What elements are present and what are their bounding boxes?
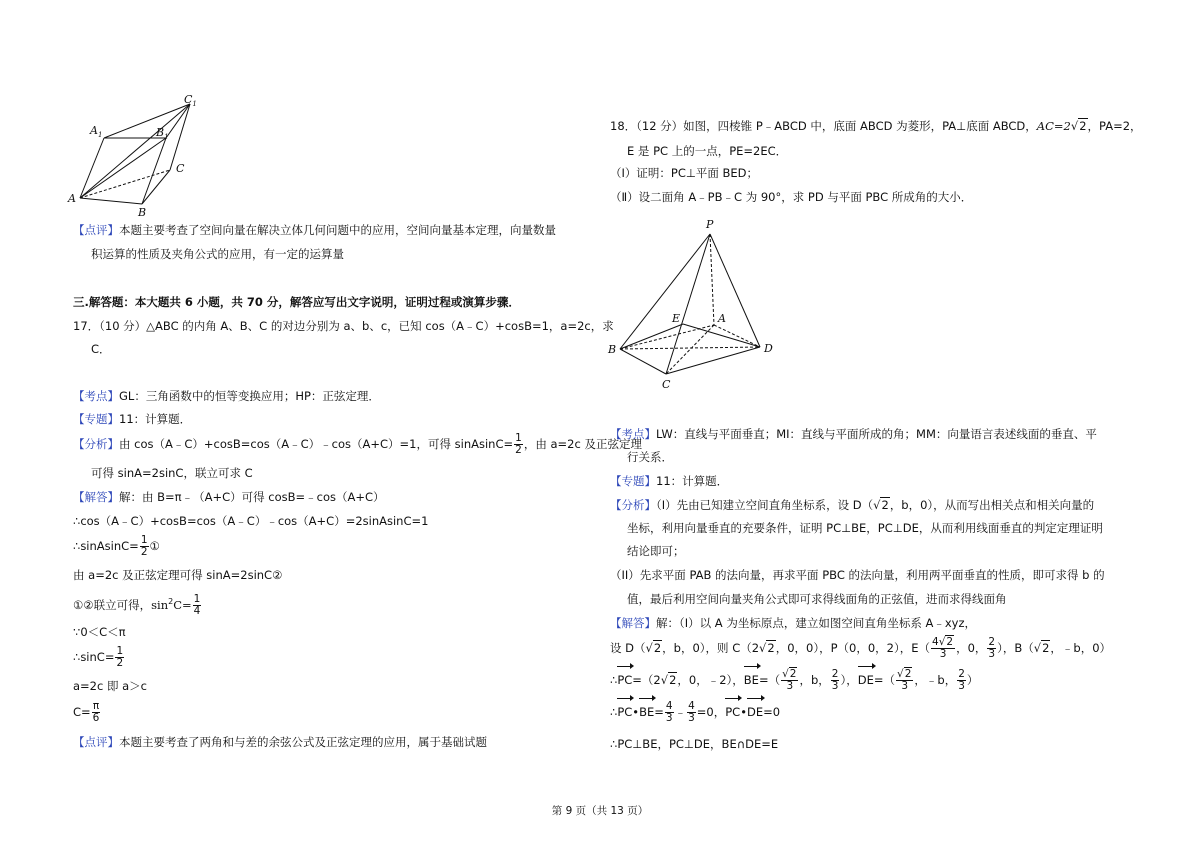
label-a: A bbox=[68, 192, 76, 205]
label-p: P bbox=[706, 218, 714, 231]
section-heading: 三.解答题：本大题共 6 小题，共 70 分，解答应写出文字说明，证明过程或演算步骤． bbox=[73, 295, 520, 309]
fenxi-17-line2: 可得 sinA=2sinC，联立可求 C bbox=[91, 466, 253, 480]
label-b1: $B_1$ bbox=[156, 126, 169, 141]
label-e: E bbox=[672, 312, 681, 325]
edge-e-d bbox=[683, 324, 760, 347]
vectors-line: ∴PC=（2√2，0，﹣2），BE=（ $\frac{√2}{3}$ ，b， $\frac{2}{3}$ ），DE=（ $\frac{√2}{3}$ ，﹣b， $\frac{2}{3}$ ） bbox=[610, 668, 979, 692]
step-8: C= $\frac{\pi}{6}$ bbox=[73, 700, 100, 724]
dot-product-line: ∴PC•BE= $\frac{4}{3}$ ﹣ $\frac{4}{3}$ =0，PC•DE=0 bbox=[610, 700, 781, 724]
fenxi-18-line5: 值，最后利用空间向量夹角公式即可求得线面角的正弦值，进而求得线面角 bbox=[627, 592, 1007, 606]
step-3: 由 a=2c 及正弦定理可得 sinA=2sinC② bbox=[73, 568, 283, 582]
question-17: 17．（10 分）△ABC 的内角 A、B、C 的对边分别为 a、b、c，已知 cos（A﹣C）+cosB=1，a=2c，求 bbox=[73, 319, 614, 333]
kaodian-17: 【考点】GL：三角函数中的恒等变换应用；HP：正弦定理． bbox=[73, 389, 380, 403]
fenxi-18-line4: （II）先求平面 PAB 的法向量，再求平面 PBC 的法向量，利用两平面垂直的性质，即可求得 b 的 bbox=[610, 568, 1105, 582]
edge-a-b bbox=[80, 198, 142, 204]
edge-b-d-dashed bbox=[620, 347, 760, 349]
edge-c-c1 bbox=[170, 104, 190, 170]
edge-a-b1 bbox=[80, 138, 166, 198]
jieda-17: 【解答】解：由 B=π﹣（A+C）可得 cosB=﹣cos（A+C） bbox=[73, 490, 385, 504]
pingjing-1: 【点评】本题主要考查了空间向量在解决立体几何问题中的应用，空间向量基本定理，向量数量 bbox=[73, 223, 556, 237]
pingjing-1-line2: 积运算的性质及夹角公式的应用，有一定的运算量 bbox=[91, 247, 344, 261]
step-4: ①②联立可得，$\sin^2C=$ $\frac{1}{4}$ bbox=[73, 592, 201, 617]
coordinates-line: 设 D（√2，b，0），则 C（2√2，0，0），P（0，0，2），E（ $\frac{4√2}{3}$ ，0， $\frac{2}{3}$ ），B（√2，﹣b，0） bbox=[610, 636, 1112, 660]
fenxi-17: 【分析】由 cos（A﹣C）+cosB=cos（A﹣C）﹣cos（A+C）=1，可得 sinAsinC= $\frac{1}{2}$ ，由 a=2c 及正弦定理 bbox=[73, 432, 642, 456]
edge-c-d bbox=[666, 347, 760, 374]
edge-b-c bbox=[142, 170, 170, 204]
label-b: B bbox=[138, 206, 147, 218]
question-17-line2: C． bbox=[91, 342, 111, 356]
label-a1: $A_1$ bbox=[90, 124, 103, 139]
question-18-part-i: （Ⅰ）证明：PC⊥平面 BED； bbox=[610, 166, 759, 180]
fraction-half: $\frac{1}{2}$ bbox=[515, 432, 522, 456]
step-5: ∵0＜C＜π bbox=[73, 625, 126, 639]
page-footer: 第 9 页（共 13 页） bbox=[551, 805, 649, 817]
zhuanti-18: 【专题】11：计算题． bbox=[610, 474, 729, 488]
fenxi-18: 【分析】（I）先由已知建立空间直角坐标系，设 D（√2，b，0），从而写出相关点和相关向量的 bbox=[610, 498, 1095, 512]
edge-b-c bbox=[620, 349, 666, 374]
fenxi-18-line2: 坐标，利用向量垂直的充要条件，证明 PC⊥BE，PC⊥DE，从而利用线面垂直的判定定理证明 bbox=[627, 521, 1103, 535]
edge-a-c-dashed bbox=[80, 170, 170, 198]
fenxi-18-line3: 结论即可； bbox=[627, 544, 685, 558]
kaodian-18: 【考点】LW：直线与平面垂直；MI：直线与平面所成的角；MM：向量语言表述线面的垂直、平 bbox=[610, 427, 1097, 441]
label-d: D bbox=[764, 342, 773, 355]
zhuanti-17: 【专题】11：计算题． bbox=[73, 412, 192, 426]
question-18-part-ii: （Ⅱ）设二面角 A﹣PB﹣C 为 90°，求 PD 与平面 PBC 所成角的大小． bbox=[610, 190, 973, 204]
edge-a-c1 bbox=[80, 104, 190, 198]
label-b: B bbox=[608, 343, 617, 356]
conclusion-line: ∴PC⊥BE，PC⊥DE，BE∩DE=E bbox=[610, 737, 779, 751]
edge-p-c bbox=[666, 234, 710, 374]
edge-b-a-dashed bbox=[620, 325, 714, 349]
jieda-18: 【解答】解：（I）以 A 为坐标原点，建立如图空间直角坐标系 A﹣xyz， bbox=[610, 616, 976, 630]
step-1: ∴cos（A﹣C）+cosB=cos（A﹣C）﹣cos（A+C）=2sinAsinC=1 bbox=[73, 514, 429, 528]
question-18-line2: E 是 PC 上的一点，PE=2EC． bbox=[627, 144, 788, 158]
step-6: ∴sinC= $\frac{1}{2}$ bbox=[73, 645, 124, 669]
step-2: ∴sinAsinC= $\frac{1}{2}$ ① bbox=[73, 534, 160, 558]
label-c: C bbox=[662, 378, 671, 391]
edge-p-d bbox=[710, 234, 760, 347]
edge-a-a1 bbox=[80, 138, 104, 198]
pingjing-17: 【点评】本题主要考查了两角和与差的余弦公式及正弦定理的应用，属于基础试题 bbox=[73, 735, 487, 749]
edge-p-b bbox=[620, 234, 710, 349]
edge-a1-c1 bbox=[104, 104, 190, 138]
prism-figure bbox=[62, 92, 212, 218]
step-7: a=2c 即 a＞c bbox=[73, 679, 148, 693]
kaodian-18-line2: 行关系． bbox=[627, 450, 673, 464]
label-c1: $C_1$ bbox=[184, 93, 197, 108]
pyramid-figure bbox=[600, 212, 790, 392]
edge-b-b1 bbox=[142, 138, 166, 204]
edge-a-d-dashed bbox=[714, 325, 760, 347]
edge-p-a-dashed bbox=[710, 234, 714, 325]
label-a: A bbox=[718, 312, 726, 325]
question-18: 18．（12 分）如图，四棱锥 P﹣ABCD 中，底面 ABCD 为菱形，PA⊥底面 ABCD，AC=2√2，PA=2， bbox=[610, 119, 1142, 133]
label-c: C bbox=[176, 162, 185, 175]
